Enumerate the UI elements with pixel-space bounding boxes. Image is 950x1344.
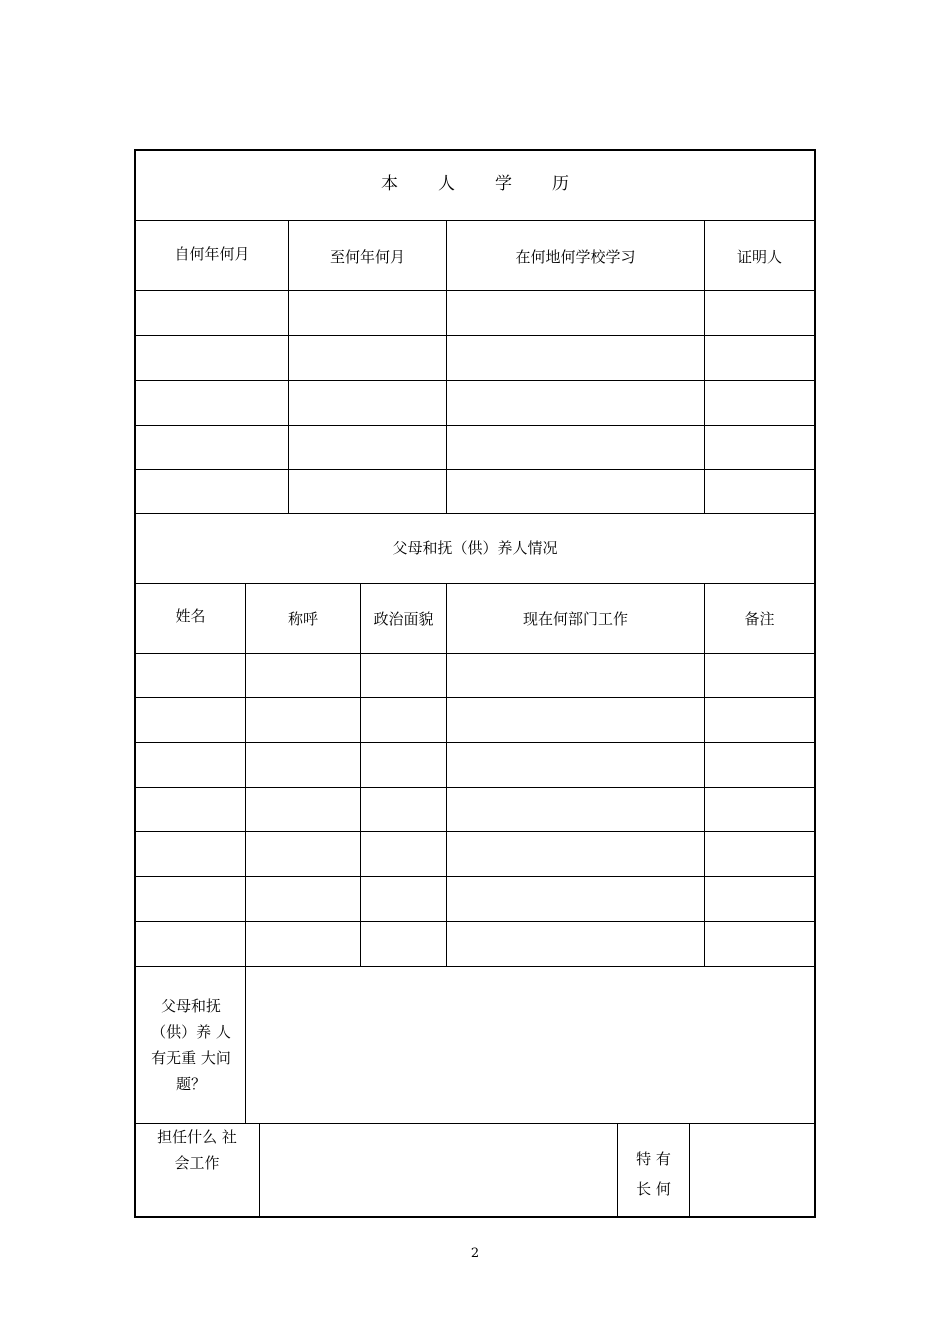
social-work-label-line: 会工作 [174,1154,220,1172]
education-title-char: 本 [381,174,398,194]
rule [136,290,814,291]
header-political-status: 政治面貌 [373,610,434,628]
issues-value[interactable] [246,967,814,1123]
specialty-value[interactable] [690,1124,814,1218]
rule [136,583,814,584]
issues-label-line: 题？ [175,1075,206,1093]
specialty-label-line: 特 有 [636,1150,671,1168]
issues-label-line: （供）养 人 [151,1023,231,1041]
rule [136,921,814,922]
header-witness: 证明人 [736,248,782,266]
rule [136,220,814,221]
education-title-char: 历 [552,174,569,194]
social-work-label [138,1124,256,1176]
rule [136,513,814,514]
rule [136,742,814,743]
rule [136,425,814,426]
family-title: 父母和抚（供）养人情况 [392,539,558,557]
rule [136,380,814,381]
rule [136,469,814,470]
rule [136,653,814,654]
rule [136,831,814,832]
specialty-label [618,1144,689,1204]
rule [136,787,814,788]
rule [136,697,814,698]
rule [136,876,814,877]
header-from-date: 自何年何月 [174,245,250,263]
rule [360,583,361,967]
header-relation: 称呼 [287,610,318,628]
rule [704,583,705,967]
form-frame [134,149,816,1218]
rule [446,583,447,967]
education-title-char: 人 [438,174,455,194]
social-work-value[interactable] [260,1124,617,1218]
education-title [136,172,814,196]
rule [136,335,814,336]
issues-label [138,993,244,1097]
education-title-char: 学 [495,174,512,194]
specialty-label-line: 长 何 [636,1180,671,1198]
social-work-label-line: 担任什么 社 [157,1128,237,1146]
header-to-date: 至何年何月 [329,248,405,266]
issues-label-line: 有无重 大问 [151,1049,231,1067]
header-name: 姓名 [175,607,206,625]
header-remarks: 备注 [744,610,775,628]
page-number: 2 [470,1246,480,1261]
issues-label-line: 父母和抚 [160,997,221,1015]
rule [245,583,246,967]
header-workplace: 现在何部门工作 [522,610,628,628]
header-school: 在何地何学校学习 [515,248,636,266]
